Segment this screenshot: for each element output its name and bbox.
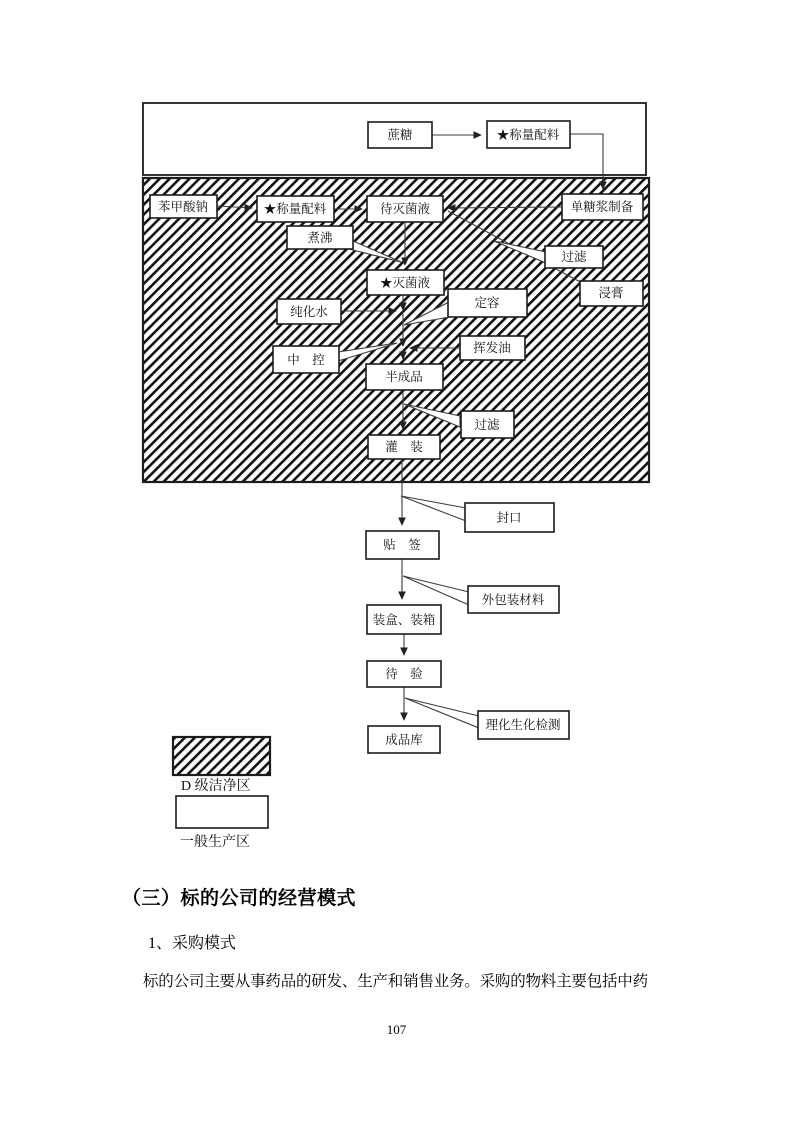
tail-sealing [401, 496, 466, 521]
node-sodium-benzoate [150, 195, 217, 218]
node-sucrose-label: 蔗糖 [387, 128, 413, 142]
section-heading: （三）标的公司的经营模式 [122, 888, 357, 909]
node-filling-label: 灌 装 [385, 440, 423, 454]
node-in-process-control-label: 中 控 [287, 353, 325, 367]
node-constant-volume-label: 定容 [474, 296, 500, 310]
node-weigh-clean-label: ★称量配料 [263, 202, 327, 216]
node-boxing-label: 装盒、装箱 [372, 613, 436, 627]
tail-outer-packaging [403, 576, 469, 605]
node-purified-water [277, 299, 341, 324]
node-volatile-oil-label: 挥发油 [473, 341, 511, 355]
node-semi-product [366, 364, 443, 390]
node-weigh-clean [257, 196, 334, 222]
node-filter2 [461, 411, 514, 438]
node-sterilized-liquid [367, 270, 444, 295]
node-labeling-label: 贴 签 [383, 538, 421, 552]
tail-testing [405, 698, 479, 728]
node-sucrose [368, 122, 432, 148]
page-number: 107 [386, 1022, 407, 1037]
node-sterilized-liquid-label: ★灭菌液 [379, 276, 431, 290]
legend-d-clean-label: D 级洁净区 [181, 779, 251, 794]
legend-hatched-swatch [173, 737, 270, 775]
node-labeling [366, 531, 439, 559]
node-quarantine [367, 661, 441, 687]
legend-white-swatch [176, 796, 268, 828]
node-sodium-benzoate-label: 苯甲酸钠 [157, 200, 209, 214]
node-sealing-label: 封口 [496, 511, 522, 525]
node-constant-volume [448, 289, 527, 317]
node-volatile-oil [460, 336, 525, 360]
node-liquid-to-sterilize [367, 196, 443, 222]
node-semi-product-label: 半成品 [385, 370, 423, 384]
legend-general-area-label: 一般生产区 [180, 835, 250, 850]
node-testing [478, 711, 569, 739]
node-extract-label: 浸膏 [598, 286, 624, 300]
node-syrup-prep [562, 194, 643, 220]
node-filling [368, 435, 440, 459]
node-boil [287, 226, 353, 249]
node-outer-packaging-label: 外包装材料 [481, 593, 545, 607]
diagram-legend [173, 737, 270, 850]
body-paragraph: 标的公司主要从事药品的研发、生产和销售业务。采购的物料主要包括中药 [143, 973, 648, 990]
node-weigh-top-label: ★称量配料 [496, 128, 560, 142]
node-finished-goods-label: 成品库 [385, 733, 423, 747]
node-boxing [367, 605, 441, 634]
node-quarantine-label: 待 验 [385, 667, 423, 681]
node-purified-water-label: 纯化水 [290, 305, 328, 319]
node-filter1-label: 过滤 [561, 250, 587, 264]
node-testing-label: 理化生化检测 [485, 718, 561, 732]
node-extract [580, 281, 643, 306]
node-syrup-prep-label: 单糖浆制备 [570, 200, 634, 214]
node-filter1 [545, 246, 603, 268]
node-outer-packaging [468, 586, 559, 613]
node-liquid-to-sterilize-label: 待灭菌液 [379, 202, 431, 216]
node-weigh-top [487, 121, 570, 148]
node-filter2-label: 过滤 [474, 418, 500, 432]
node-finished-goods [368, 726, 440, 753]
node-sealing [465, 503, 554, 532]
node-in-process-control [273, 346, 339, 373]
node-boil-label: 煮沸 [307, 231, 333, 245]
list-item-procurement: 1、采购模式 [148, 935, 237, 952]
